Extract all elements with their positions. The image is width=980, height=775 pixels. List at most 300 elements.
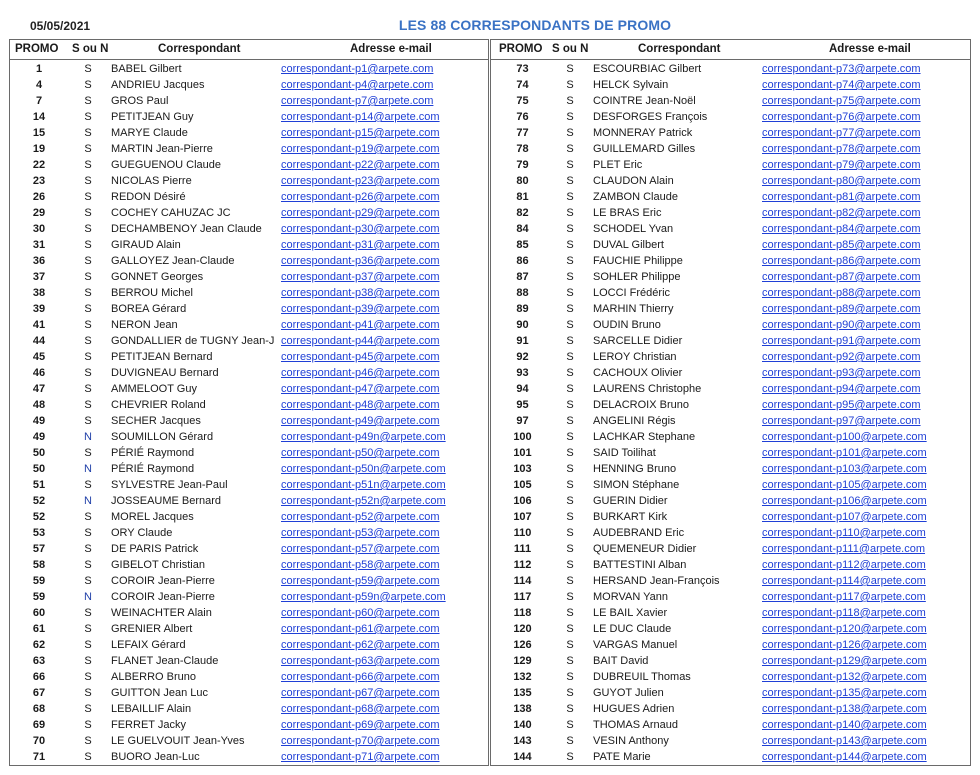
header-s-ou-n: S ou N <box>72 43 109 55</box>
promo-cell: 46 <box>32 367 46 379</box>
email-link[interactable]: correspondant-p38@arpete.com <box>281 287 440 299</box>
promo-cell: 106 <box>513 495 532 507</box>
table-row <box>10 509 488 525</box>
email-link[interactable]: correspondant-p14@arpete.com <box>281 111 440 123</box>
email-link[interactable]: correspondant-p75@arpete.com <box>762 95 921 107</box>
s-ou-n-cell: S <box>566 303 574 315</box>
s-ou-n-cell: S <box>84 639 92 651</box>
email-link[interactable]: correspondant-p59@arpete.com <box>281 575 440 587</box>
s-ou-n-cell: S <box>566 383 574 395</box>
email-link[interactable]: correspondant-p81@arpete.com <box>762 191 921 203</box>
email-link[interactable]: correspondant-p50n@arpete.com <box>281 463 446 475</box>
correspondant-cell: JOSSEAUME Bernard <box>111 495 222 507</box>
promo-cell: 74 <box>516 79 529 91</box>
s-ou-n-cell: S <box>566 511 574 523</box>
email-link[interactable]: correspondant-p103@arpete.com <box>762 463 927 475</box>
promo-cell: 47 <box>32 383 46 395</box>
email-link[interactable]: correspondant-p93@arpete.com <box>762 367 921 379</box>
s-ou-n-cell: S <box>84 223 92 235</box>
s-ou-n-cell: S <box>566 575 574 587</box>
correspondant-cell: ESCOURBIAC Gilbert <box>593 63 702 75</box>
correspondant-cell: PATE Marie <box>593 751 651 763</box>
table-row <box>491 685 970 701</box>
email-link[interactable]: correspondant-p140@arpete.com <box>762 719 927 731</box>
promo-cell: 23 <box>32 175 46 187</box>
email-link[interactable]: correspondant-p53@arpete.com <box>281 527 440 539</box>
s-ou-n-cell: S <box>84 143 92 155</box>
promo-cell: 14 <box>32 111 46 123</box>
s-ou-n-cell: S <box>84 271 92 283</box>
promo-cell: 86 <box>516 255 529 267</box>
s-ou-n-cell: S <box>566 687 574 699</box>
email-link[interactable]: correspondant-p84@arpete.com <box>762 223 921 235</box>
table-row <box>10 285 488 301</box>
s-ou-n-cell: S <box>84 319 92 331</box>
email-link[interactable]: correspondant-p95@arpete.com <box>762 399 921 411</box>
promo-cell: 117 <box>513 591 532 603</box>
table-row <box>491 429 970 445</box>
correspondant-cell: LE BRAS Eric <box>593 207 662 219</box>
email-link[interactable]: correspondant-p74@arpete.com <box>762 79 921 91</box>
email-link[interactable]: correspondant-p49@arpete.com <box>281 415 440 427</box>
email-link[interactable]: correspondant-p126@arpete.com <box>762 639 927 651</box>
s-ou-n-cell: S <box>84 687 92 699</box>
email-link[interactable]: correspondant-p39@arpete.com <box>281 303 440 315</box>
promo-cell: 144 <box>513 751 532 763</box>
promo-cell: 89 <box>516 303 529 315</box>
table-row <box>491 557 970 573</box>
email-link[interactable]: correspondant-p143@arpete.com <box>762 735 927 747</box>
table-row <box>10 221 488 237</box>
s-ou-n-cell: S <box>566 207 574 219</box>
s-ou-n-cell: S <box>566 527 574 539</box>
correspondant-cell: HUGUES Adrien <box>593 703 675 715</box>
s-ou-n-cell: S <box>84 351 92 363</box>
table-row <box>10 141 488 157</box>
email-link[interactable]: correspondant-p49n@arpete.com <box>281 431 446 443</box>
correspondant-cell: GUITTON Jean Luc <box>111 687 208 699</box>
correspondant-cell: MORVAN Yann <box>593 591 668 603</box>
email-link[interactable]: correspondant-p57@arpete.com <box>281 543 440 555</box>
s-ou-n-cell: N <box>84 463 92 475</box>
email-link[interactable]: correspondant-p67@arpete.com <box>281 687 440 699</box>
email-link[interactable]: correspondant-p106@arpete.com <box>762 495 927 507</box>
email-link[interactable]: correspondant-p144@arpete.com <box>762 751 927 763</box>
correspondant-cell: COROIR Jean-Pierre <box>111 575 215 587</box>
table-row <box>10 685 488 701</box>
s-ou-n-cell: S <box>84 95 92 107</box>
email-link[interactable]: correspondant-p15@arpete.com <box>281 127 440 139</box>
correspondant-cell: OUDIN Bruno <box>593 319 661 331</box>
s-ou-n-cell: S <box>566 287 574 299</box>
correspondant-cell: THOMAS Arnaud <box>593 719 678 731</box>
email-link[interactable]: correspondant-p52n@arpete.com <box>281 495 446 507</box>
promo-cell: 68 <box>32 703 46 715</box>
table-row <box>491 349 970 365</box>
correspondant-cell: CLAUDON Alain <box>593 175 674 187</box>
promo-cell: 101 <box>513 447 532 459</box>
promo-cell: 140 <box>513 719 532 731</box>
table-row <box>491 253 970 269</box>
table-row <box>491 125 970 141</box>
s-ou-n-cell: S <box>566 735 574 747</box>
table-row <box>491 461 970 477</box>
email-link[interactable]: correspondant-p45@arpete.com <box>281 351 440 363</box>
promo-cell: 61 <box>32 623 46 635</box>
table-row <box>10 301 488 317</box>
correspondant-cell: MOREL Jacques <box>111 511 194 523</box>
table-row <box>10 637 488 653</box>
table-row <box>491 269 970 285</box>
correspondant-cell: HENNING Bruno <box>593 463 677 475</box>
s-ou-n-cell: S <box>566 607 574 619</box>
s-ou-n-cell: S <box>84 63 92 75</box>
email-link[interactable]: correspondant-p60@arpete.com <box>281 607 440 619</box>
promo-cell: 66 <box>32 671 46 683</box>
s-ou-n-cell: S <box>566 335 574 347</box>
left-table-header <box>10 40 488 60</box>
table-row <box>491 93 970 109</box>
table-row <box>491 717 970 733</box>
table-row <box>10 477 488 493</box>
correspondant-cell: ORY Claude <box>111 527 173 539</box>
email-link[interactable]: correspondant-p85@arpete.com <box>762 239 921 251</box>
s-ou-n-cell: S <box>566 367 574 379</box>
correspondant-cell: PLET Eric <box>593 159 643 171</box>
s-ou-n-cell: S <box>566 111 574 123</box>
email-link[interactable]: correspondant-p97@arpete.com <box>762 415 921 427</box>
table-row <box>491 509 970 525</box>
email-link[interactable]: correspondant-p51n@arpete.com <box>281 479 446 491</box>
s-ou-n-cell: S <box>566 159 574 171</box>
email-link[interactable]: correspondant-p138@arpete.com <box>762 703 927 715</box>
table-row <box>10 381 488 397</box>
s-ou-n-cell: S <box>84 575 92 587</box>
email-link[interactable]: correspondant-p70@arpete.com <box>281 735 440 747</box>
email-link[interactable]: correspondant-p52@arpete.com <box>281 511 440 523</box>
email-link[interactable]: correspondant-p1@arpete.com <box>281 63 434 75</box>
table-row <box>10 173 488 189</box>
correspondant-cell: GUEGUENOU Claude <box>111 159 222 171</box>
email-link[interactable]: correspondant-p22@arpete.com <box>281 159 440 171</box>
email-link[interactable]: correspondant-p129@arpete.com <box>762 655 927 667</box>
s-ou-n-cell: N <box>84 431 92 443</box>
s-ou-n-cell: S <box>84 175 92 187</box>
email-link[interactable]: correspondant-p47@arpete.com <box>281 383 440 395</box>
email-link[interactable]: correspondant-p73@arpete.com <box>762 63 921 75</box>
correspondant-cell: PETITJEAN Guy <box>111 111 194 123</box>
table-row <box>491 397 970 413</box>
email-link[interactable]: correspondant-p66@arpete.com <box>281 671 440 683</box>
promo-cell: 22 <box>32 159 46 171</box>
s-ou-n-cell: S <box>84 623 92 635</box>
promo-cell: 15 <box>32 127 46 139</box>
promo-cell: 59 <box>32 575 46 587</box>
promo-cell: 111 <box>513 543 532 555</box>
correspondant-cell: DUVIGNEAU Bernard <box>111 367 219 379</box>
correspondant-cell: VARGAS Manuel <box>593 639 678 651</box>
promo-cell: 132 <box>513 671 532 683</box>
s-ou-n-cell: S <box>566 79 574 91</box>
correspondant-cell: WEINACHTER Alain <box>111 607 212 619</box>
promo-cell: 97 <box>516 415 529 427</box>
s-ou-n-cell: S <box>566 655 574 667</box>
header-promo: PROMO <box>15 43 59 55</box>
email-link[interactable]: correspondant-p23@arpete.com <box>281 175 440 187</box>
email-link[interactable]: correspondant-p78@arpete.com <box>762 143 921 155</box>
table-row <box>10 653 488 669</box>
promo-cell: 138 <box>513 703 532 715</box>
promo-cell: 31 <box>32 239 46 251</box>
s-ou-n-cell: S <box>566 415 574 427</box>
correspondant-cell: MONNERAY Patrick <box>593 127 693 139</box>
email-link[interactable]: correspondant-p68@arpete.com <box>281 703 440 715</box>
email-link[interactable]: correspondant-p37@arpete.com <box>281 271 440 283</box>
email-link[interactable]: correspondant-p36@arpete.com <box>281 255 440 267</box>
promo-cell: 52 <box>32 511 46 523</box>
s-ou-n-cell: S <box>566 479 574 491</box>
promo-cell: 44 <box>32 335 46 347</box>
email-link[interactable]: correspondant-p114@arpete.com <box>762 575 926 587</box>
email-link[interactable]: correspondant-p71@arpete.com <box>281 751 440 763</box>
table-row <box>491 109 970 125</box>
promo-cell: 103 <box>513 463 532 475</box>
s-ou-n-cell: S <box>566 223 574 235</box>
correspondant-cell: NICOLAS Pierre <box>111 175 192 187</box>
promo-cell: 50 <box>32 463 46 475</box>
correspondant-cell: GRENIER Albert <box>111 623 193 635</box>
correspondant-cell: PETITJEAN Bernard <box>111 351 213 363</box>
table-row <box>491 413 970 429</box>
email-link[interactable]: correspondant-p26@arpete.com <box>281 191 440 203</box>
correspondant-cell: GONDALLIER de TUGNY Jean-J <box>111 335 275 347</box>
table-row <box>10 621 488 637</box>
s-ou-n-cell: S <box>84 607 92 619</box>
table-row <box>491 541 970 557</box>
email-link[interactable]: correspondant-p110@arpete.com <box>762 527 926 539</box>
email-link[interactable]: correspondant-p117@arpete.com <box>762 591 926 603</box>
s-ou-n-cell: S <box>566 239 574 251</box>
promo-cell: 105 <box>513 479 532 491</box>
email-link[interactable]: correspondant-p92@arpete.com <box>762 351 921 363</box>
table-row <box>10 77 488 93</box>
correspondant-cell: FERRET Jacky <box>111 719 186 731</box>
promo-cell: 94 <box>516 383 529 395</box>
email-link[interactable]: correspondant-p94@arpete.com <box>762 383 921 395</box>
promo-cell: 49 <box>32 415 46 427</box>
table-row <box>10 157 488 173</box>
table-row <box>491 381 970 397</box>
header-email: Adresse e-mail <box>829 43 911 55</box>
promo-cell: 49 <box>32 431 46 443</box>
promo-cell: 19 <box>32 143 46 155</box>
document-date: 05/05/2021 <box>30 19 91 33</box>
email-link[interactable]: correspondant-p4@arpete.com <box>281 79 434 91</box>
email-link[interactable]: correspondant-p112@arpete.com <box>762 559 926 571</box>
table-row <box>10 573 488 589</box>
table-row <box>491 61 970 77</box>
left-table-body <box>10 60 488 765</box>
correspondant-cell: CHEVRIER Roland <box>111 399 206 411</box>
correspondant-cell: LACHKAR Stephane <box>593 431 696 443</box>
email-link[interactable]: correspondant-p82@arpete.com <box>762 207 921 219</box>
email-link[interactable]: correspondant-p76@arpete.com <box>762 111 921 123</box>
table-row <box>491 317 970 333</box>
promo-cell: 62 <box>32 639 46 651</box>
table-row <box>491 141 970 157</box>
email-link[interactable]: correspondant-p87@arpete.com <box>762 271 921 283</box>
correspondant-cell: PÉRIÉ Raymond <box>111 447 195 459</box>
s-ou-n-cell: S <box>566 63 574 75</box>
correspondant-cell: HELCK Sylvain <box>593 79 669 91</box>
email-link[interactable]: correspondant-p58@arpete.com <box>281 559 440 571</box>
email-link[interactable]: correspondant-p69@arpete.com <box>281 719 440 731</box>
table-row <box>10 333 488 349</box>
table-row <box>491 733 970 749</box>
email-link[interactable]: correspondant-p29@arpete.com <box>281 207 440 219</box>
s-ou-n-cell: S <box>84 111 92 123</box>
correspondant-cell: DELACROIX Bruno <box>593 399 689 411</box>
promo-cell: 59 <box>32 591 46 603</box>
correspondant-cell: BAIT David <box>593 655 649 667</box>
email-link[interactable]: correspondant-p120@arpete.com <box>762 623 927 635</box>
table-row <box>10 237 488 253</box>
table-row <box>491 221 970 237</box>
email-link[interactable]: correspondant-p48@arpete.com <box>281 399 440 411</box>
s-ou-n-cell: S <box>84 79 92 91</box>
correspondant-cell: LE BAIL Xavier <box>593 607 668 619</box>
email-link[interactable]: correspondant-p89@arpete.com <box>762 303 921 315</box>
table-row <box>10 269 488 285</box>
s-ou-n-cell: N <box>84 495 92 507</box>
email-link[interactable]: correspondant-p79@arpete.com <box>762 159 921 171</box>
correspondant-cell: AUDEBRAND Eric <box>593 527 685 539</box>
correspondant-cell: AMMELOOT Guy <box>111 383 197 395</box>
promo-cell: 52 <box>32 495 46 507</box>
email-link[interactable]: correspondant-p59n@arpete.com <box>281 591 446 603</box>
table-row <box>10 669 488 685</box>
promo-cell: 36 <box>32 255 46 267</box>
email-link[interactable]: correspondant-p105@arpete.com <box>762 479 927 491</box>
s-ou-n-cell: S <box>84 191 92 203</box>
correspondant-cell: SOUMILLON Gérard <box>111 431 214 443</box>
table-row <box>10 541 488 557</box>
header-s-ou-n: S ou N <box>552 43 589 55</box>
email-link[interactable]: correspondant-p90@arpete.com <box>762 319 921 331</box>
email-link[interactable]: correspondant-p101@arpete.com <box>762 447 927 459</box>
email-link[interactable]: correspondant-p135@arpete.com <box>762 687 927 699</box>
correspondant-cell: SECHER Jacques <box>111 415 201 427</box>
correspondant-cell: BURKART Kirk <box>593 511 668 523</box>
correspondant-cell: FAUCHIE Philippe <box>593 255 683 267</box>
s-ou-n-cell: S <box>84 703 92 715</box>
email-link[interactable]: correspondant-p132@arpete.com <box>762 671 927 683</box>
table-row <box>491 525 970 541</box>
promo-cell: 29 <box>32 207 46 219</box>
email-link[interactable]: correspondant-p30@arpete.com <box>281 223 440 235</box>
correspondant-cell: GALLOYEZ Jean-Claude <box>111 255 235 267</box>
table-row <box>10 733 488 749</box>
email-link[interactable]: correspondant-p61@arpete.com <box>281 623 440 635</box>
email-link[interactable]: correspondant-p111@arpete.com <box>762 543 926 555</box>
promo-cell: 7 <box>35 95 43 107</box>
email-link[interactable]: correspondant-p44@arpete.com <box>281 335 440 347</box>
correspondant-cell: SAID Toilihat <box>593 447 656 459</box>
email-link[interactable]: correspondant-p31@arpete.com <box>281 239 440 251</box>
table-row <box>491 205 970 221</box>
promo-cell: 93 <box>516 367 529 379</box>
table-row <box>10 749 488 765</box>
s-ou-n-cell: S <box>566 351 574 363</box>
promo-cell: 78 <box>516 143 529 155</box>
email-link[interactable]: correspondant-p7@arpete.com <box>281 95 434 107</box>
table-row <box>10 125 488 141</box>
email-link[interactable]: correspondant-p19@arpete.com <box>281 143 440 155</box>
promo-cell: 87 <box>516 271 529 283</box>
s-ou-n-cell: N <box>84 591 92 603</box>
s-ou-n-cell: S <box>566 591 574 603</box>
correspondant-cell: SOHLER Philippe <box>593 271 681 283</box>
promo-cell: 100 <box>513 431 532 443</box>
s-ou-n-cell: S <box>84 447 92 459</box>
email-link[interactable]: correspondant-p107@arpete.com <box>762 511 927 523</box>
email-link[interactable]: correspondant-p88@arpete.com <box>762 287 921 299</box>
email-link[interactable]: correspondant-p91@arpete.com <box>762 335 921 347</box>
promo-cell: 70 <box>32 735 46 747</box>
correspondant-cell: DUBREUIL Thomas <box>593 671 691 683</box>
s-ou-n-cell: S <box>84 415 92 427</box>
email-link[interactable]: correspondant-p118@arpete.com <box>762 607 926 619</box>
s-ou-n-cell: S <box>84 159 92 171</box>
correspondant-cell: ANDRIEU Jacques <box>111 79 205 91</box>
email-link[interactable]: correspondant-p63@arpete.com <box>281 655 440 667</box>
email-link[interactable]: correspondant-p86@arpete.com <box>762 255 921 267</box>
s-ou-n-cell: S <box>566 271 574 283</box>
correspondant-cell: LE DUC Claude <box>593 623 672 635</box>
table-row <box>491 301 970 317</box>
promo-cell: 60 <box>32 607 46 619</box>
correspondant-cell: ZAMBON Claude <box>593 191 678 203</box>
correspondant-cell: COCHEY CAHUZAC JC <box>111 207 231 219</box>
table-row <box>10 589 488 605</box>
table-row <box>10 109 488 125</box>
table-row <box>10 349 488 365</box>
table-row <box>491 749 970 765</box>
email-link[interactable]: correspondant-p77@arpete.com <box>762 127 921 139</box>
correspondant-cell: GUILLEMARD Gilles <box>593 143 696 155</box>
s-ou-n-cell: S <box>84 719 92 731</box>
promo-cell: 82 <box>516 207 529 219</box>
s-ou-n-cell: S <box>566 623 574 635</box>
correspondant-cell: BATTESTINI Alban <box>593 559 687 571</box>
email-link[interactable]: correspondant-p46@arpete.com <box>281 367 440 379</box>
table-row <box>491 477 970 493</box>
correspondant-cell: GROS Paul <box>111 95 169 107</box>
table-row <box>491 573 970 589</box>
s-ou-n-cell: S <box>566 95 574 107</box>
promo-cell: 114 <box>513 575 532 587</box>
email-link[interactable]: correspondant-p80@arpete.com <box>762 175 921 187</box>
promo-cell: 30 <box>32 223 46 235</box>
email-link[interactable]: correspondant-p62@arpete.com <box>281 639 440 651</box>
email-link[interactable]: correspondant-p41@arpete.com <box>281 319 440 331</box>
table-row <box>491 237 970 253</box>
correspondant-cell: GIRAUD Alain <box>111 239 181 251</box>
s-ou-n-cell: S <box>84 239 92 251</box>
email-link[interactable]: correspondant-p50@arpete.com <box>281 447 440 459</box>
email-link[interactable]: correspondant-p100@arpete.com <box>762 431 927 443</box>
correspondant-cell: PÉRIÉ Raymond <box>111 463 195 475</box>
